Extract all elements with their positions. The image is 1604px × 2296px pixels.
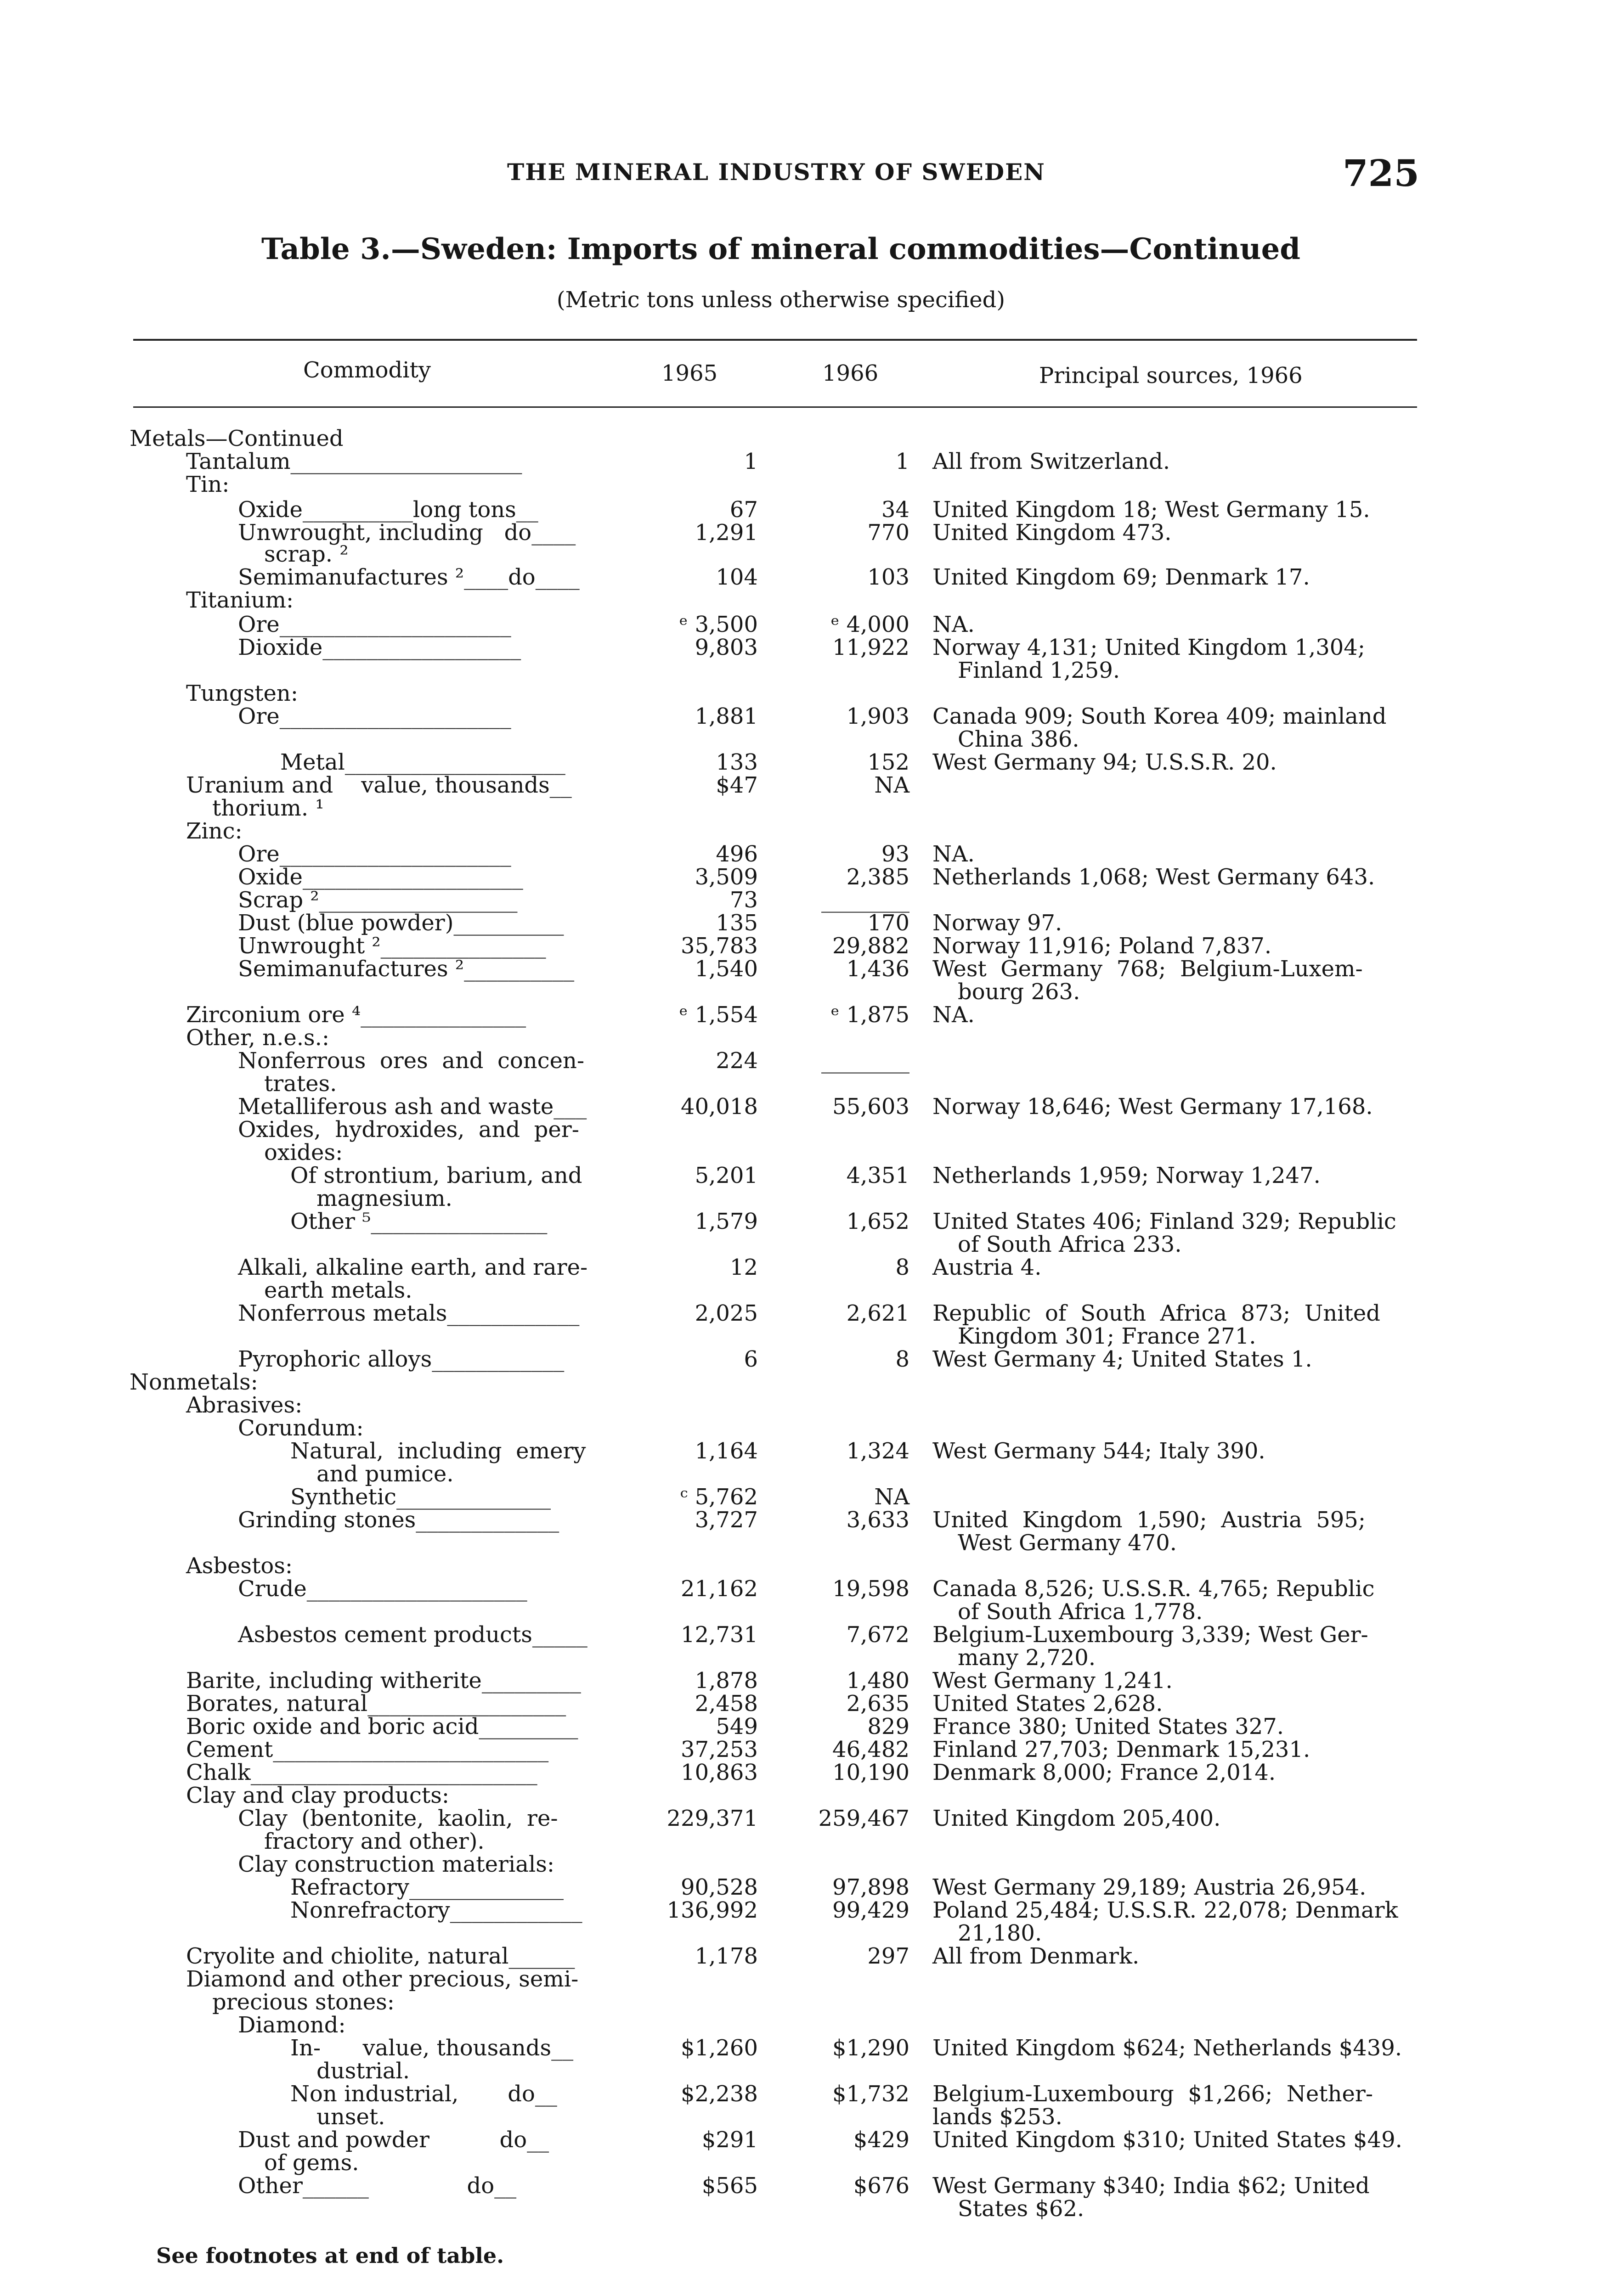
- value-1966: 11,922: [832, 635, 909, 660]
- principal-sources: United Kingdom $310; United States $49.: [932, 2127, 1402, 2153]
- table-row: [0, 751, 1604, 775]
- commodity-label: Natural, including emery: [290, 1438, 586, 1464]
- table-row: [0, 1508, 1604, 1532]
- principal-sources: Austria 4.: [932, 1255, 1042, 1280]
- principal-sources: States $62.: [958, 2196, 1084, 2222]
- table-row: [0, 473, 1604, 497]
- table-row: [0, 1417, 1604, 1441]
- top-rule: [133, 339, 1417, 341]
- value-1965: 12,731: [681, 1622, 758, 1648]
- table-row: [0, 889, 1604, 912]
- commodity-label: Oxide__________long tons__: [238, 497, 538, 523]
- commodity-label: of gems.: [264, 2150, 359, 2176]
- table-row: [0, 566, 1604, 590]
- value-1965: 1,878: [695, 1668, 758, 1694]
- commodity-label: Chalk__________________________: [186, 1760, 537, 1785]
- value-1965: 5,201: [695, 1163, 758, 1188]
- value-1966: 259,467: [818, 1806, 909, 1831]
- principal-sources: Denmark 8,000; France 2,014.: [932, 1760, 1276, 1785]
- commodity-label: and pumice.: [316, 1461, 454, 1487]
- commodity-label: Abrasives:: [186, 1392, 303, 1418]
- table-row: [0, 843, 1604, 867]
- principal-sources: Kingdom 301; France 271.: [958, 1323, 1256, 1349]
- table-row: [0, 1600, 1604, 1624]
- commodity-label: Dust (blue powder)__________: [238, 910, 564, 936]
- value-1966: ᵉ 4,000: [830, 612, 909, 637]
- principal-sources: United States 406; Finland 329; Republic: [932, 1209, 1396, 1234]
- value-1966: 97,898: [832, 1874, 909, 1900]
- principal-sources: France 380; United States 327.: [932, 1714, 1284, 1739]
- table-row: [0, 1394, 1604, 1418]
- value-1965: 136,992: [666, 1897, 758, 1923]
- principal-sources: lands $253.: [932, 2104, 1062, 2130]
- principal-sources: bourg 263.: [958, 979, 1080, 1005]
- table-row: [0, 2151, 1604, 2175]
- commodity-label: Cement_________________________: [186, 1737, 549, 1762]
- table-row: [0, 1991, 1604, 2015]
- value-1965: ᵉ 1,554: [679, 1002, 758, 1028]
- table-row: [0, 2174, 1604, 2198]
- table-row: [0, 1187, 1604, 1211]
- principal-sources: many 2,720.: [958, 1645, 1096, 1671]
- value-1965: 73: [729, 887, 758, 913]
- principal-sources: Canada 8,526; U.S.S.R. 4,765; Republic: [932, 1576, 1375, 1602]
- table-row: [0, 2128, 1604, 2152]
- value-1966: NA: [874, 1484, 909, 1510]
- commodity-label: Zinc:: [186, 818, 243, 844]
- principal-sources: NA.: [932, 612, 975, 637]
- table-row: [0, 1072, 1604, 1096]
- table-row: [0, 659, 1604, 683]
- commodity-label: Diamond:: [238, 2012, 346, 2038]
- value-1965: $2,238: [681, 2081, 758, 2107]
- table-row: [0, 1463, 1604, 1486]
- commodity-label: Titanium:: [186, 587, 294, 613]
- commodity-label: Alkali, alkaline earth, and rare-: [238, 1255, 588, 1280]
- running-title: THE MINERAL INDUSTRY OF SWEDEN: [507, 158, 1045, 186]
- table-row: [0, 1945, 1604, 1969]
- table-row: [0, 450, 1604, 474]
- table-row: [0, 2197, 1604, 2221]
- principal-sources: Belgium-Luxembourg $1,266; Nether-: [932, 2081, 1373, 2107]
- principal-sources: United Kingdom 1,590; Austria 595;: [932, 1507, 1366, 1533]
- commodity-label: thorium. ¹: [212, 795, 324, 821]
- header-rule: [133, 406, 1417, 408]
- table-row: [0, 1325, 1604, 1349]
- value-1966: 152: [867, 749, 909, 775]
- table-row: [0, 1531, 1604, 1555]
- principal-sources: Finland 27,703; Denmark 15,231.: [932, 1737, 1310, 1762]
- commodity-label: trates.: [264, 1071, 337, 1097]
- table-row: [0, 1302, 1604, 1326]
- principal-sources: West Germany 4; United States 1.: [932, 1346, 1312, 1372]
- value-1966: 93: [881, 841, 909, 867]
- commodity-label: Other, n.e.s.:: [186, 1025, 330, 1051]
- table-row: [0, 912, 1604, 935]
- commodity-label: Tantalum_____________________: [186, 449, 522, 474]
- table-row: [0, 2105, 1604, 2129]
- value-1965: 135: [716, 910, 758, 936]
- commodity-label: earth metals.: [264, 1277, 412, 1303]
- table-row: [0, 2060, 1604, 2083]
- commodity-label: Asbestos cement products_____: [238, 1622, 587, 1648]
- commodity-label: Oxide____________________: [238, 864, 523, 890]
- column-header-1966: 1966: [822, 360, 879, 386]
- table-row: [0, 957, 1604, 981]
- commodity-label: Tungsten:: [186, 681, 298, 706]
- table-row: [0, 1210, 1604, 1234]
- table-row: [0, 1279, 1604, 1303]
- commodity-label: Nonmetals:: [130, 1369, 258, 1395]
- commodity-label: Metal____________________: [280, 749, 565, 775]
- value-1965: 1,164: [695, 1438, 758, 1464]
- table-row: [0, 866, 1604, 889]
- table-row: [0, 728, 1604, 752]
- table-row: [0, 1807, 1604, 1831]
- value-1966: 46,482: [832, 1737, 909, 1762]
- table-row: [0, 1738, 1604, 1762]
- principal-sources: Netherlands 1,959; Norway 1,247.: [932, 1163, 1321, 1188]
- value-1966: 103: [867, 564, 909, 590]
- table-row: [0, 1692, 1604, 1716]
- table-row: [0, 1141, 1604, 1165]
- principal-sources: West Germany 94; U.S.S.R. 20.: [932, 749, 1277, 775]
- value-1966: $429: [853, 2127, 909, 2153]
- value-1966: ᵉ 1,875: [830, 1002, 909, 1028]
- principal-sources: NA.: [932, 1002, 975, 1028]
- value-1965: 104: [716, 564, 758, 590]
- value-1966: 2,635: [846, 1691, 909, 1716]
- commodity-label: Grinding stones_____________: [238, 1507, 559, 1533]
- value-1965: ᵉ 3,500: [679, 612, 758, 637]
- commodity-label: Dust and powder do__: [238, 2127, 549, 2153]
- value-1965: 10,863: [681, 1760, 758, 1785]
- principal-sources: United Kingdom 205,400.: [932, 1806, 1221, 1831]
- value-1966: 297: [867, 1943, 909, 1969]
- value-1965: 90,528: [681, 1874, 758, 1900]
- principal-sources: Canada 909; South Korea 409; mainland: [932, 703, 1387, 729]
- commodity-label: scrap. ²: [264, 541, 349, 567]
- table-row: [0, 682, 1604, 706]
- footnote-note: See footnotes at end of table.: [156, 2243, 504, 2268]
- commodity-label: Unwrought, including do____: [238, 520, 576, 546]
- table-row: [0, 427, 1604, 451]
- table-row: [0, 498, 1604, 522]
- column-header-commodity: Commodity: [303, 357, 431, 383]
- commodity-label: Pyrophoric alloys____________: [238, 1346, 565, 1372]
- table-row: [0, 1486, 1604, 1509]
- principal-sources: NA.: [932, 841, 975, 867]
- commodity-label: Cryolite and chiolite, natural______: [186, 1943, 575, 1969]
- commodity-label: Tin:: [186, 472, 230, 497]
- principal-sources: United States 2,628.: [932, 1691, 1163, 1716]
- value-1965: 21,162: [681, 1576, 758, 1602]
- value-1966: 99,429: [832, 1897, 909, 1923]
- principal-sources: West Germany $340; India $62; United: [932, 2173, 1370, 2199]
- principal-sources: Norway 18,646; West Germany 17,168.: [932, 1094, 1373, 1120]
- principal-sources: China 386.: [958, 726, 1079, 752]
- table-row: [0, 2014, 1604, 2037]
- commodity-label: fractory and other).: [264, 1829, 485, 1854]
- table-row: [0, 934, 1604, 958]
- value-1966: ________: [821, 887, 909, 913]
- value-1966: 1,324: [846, 1438, 909, 1464]
- value-1966: 1: [895, 449, 909, 474]
- value-1966: 55,603: [832, 1094, 909, 1120]
- value-1966: $1,290: [832, 2035, 909, 2061]
- commodity-label: Ore_____________________: [238, 612, 511, 637]
- commodity-label: Corundum:: [238, 1415, 364, 1441]
- value-1965: $565: [701, 2173, 758, 2199]
- principal-sources: 21,180.: [958, 1920, 1042, 1946]
- principal-sources: United Kingdom 18; West Germany 15.: [932, 497, 1370, 523]
- value-1966: ________: [821, 1048, 909, 1074]
- value-1965: 549: [716, 1714, 758, 1739]
- table-row: [0, 1646, 1604, 1670]
- value-1965: 2,025: [695, 1300, 758, 1326]
- commodity-label: Dioxide__________________: [238, 635, 521, 660]
- value-1965: 229,371: [666, 1806, 758, 1831]
- table-row: [0, 1371, 1604, 1395]
- commodity-label: Semimanufactures ²____do____: [238, 564, 580, 590]
- commodity-label: Clay construction materials:: [238, 1851, 555, 1877]
- commodity-label: Nonrefractory____________: [290, 1897, 582, 1923]
- value-1965: $1,260: [681, 2035, 758, 2061]
- table-row: [0, 1715, 1604, 1739]
- value-1965: 6: [744, 1346, 758, 1372]
- principal-sources: All from Switzerland.: [932, 449, 1170, 474]
- table-row: [0, 1003, 1604, 1027]
- principal-sources: United Kingdom 69; Denmark 17.: [932, 564, 1310, 590]
- table-row: [0, 521, 1604, 545]
- table-row: [0, 1922, 1604, 1946]
- commodity-label: Borates, natural__________________: [186, 1691, 566, 1716]
- value-1965: 133: [716, 749, 758, 775]
- commodity-label: magnesium.: [316, 1186, 452, 1211]
- value-1966: 2,621: [846, 1300, 909, 1326]
- table-row: [0, 1784, 1604, 1808]
- value-1966: 1,436: [846, 956, 909, 982]
- table-row: [0, 797, 1604, 821]
- value-1966: 1,652: [846, 1209, 909, 1234]
- table-row: [0, 1095, 1604, 1119]
- value-1965: 12: [729, 1255, 758, 1280]
- principal-sources: Norway 4,131; United Kingdom 1,304;: [932, 635, 1365, 660]
- principal-sources: of South Africa 1,778.: [958, 1599, 1203, 1625]
- value-1966: 8: [895, 1255, 909, 1280]
- value-1966: 4,351: [846, 1163, 909, 1188]
- value-1965: 40,018: [681, 1094, 758, 1120]
- commodity-label: Clay and clay products:: [186, 1783, 449, 1808]
- table-row: [0, 636, 1604, 660]
- table-row: [0, 543, 1604, 567]
- value-1965: 3,509: [695, 864, 758, 890]
- principal-sources: All from Denmark.: [932, 1943, 1140, 1969]
- value-1965: 37,253: [681, 1737, 758, 1762]
- commodity-label: Asbestos:: [186, 1553, 293, 1579]
- commodity-label: oxides:: [264, 1140, 343, 1165]
- principal-sources: West Germany 544; Italy 390.: [932, 1438, 1265, 1464]
- table-row: [0, 1761, 1604, 1785]
- value-1966: 10,190: [832, 1760, 909, 1785]
- table-row: [0, 589, 1604, 613]
- table-row: [0, 1830, 1604, 1854]
- table-row: [0, 1853, 1604, 1877]
- commodity-label: Barite, including witherite_________: [186, 1668, 581, 1694]
- value-1965: $291: [701, 2127, 758, 2153]
- commodity-label: Other______ do__: [238, 2173, 517, 2199]
- value-1966: NA: [874, 772, 909, 798]
- table-row: [0, 1049, 1604, 1073]
- table-row: [0, 774, 1604, 798]
- principal-sources: of South Africa 233.: [958, 1232, 1182, 1257]
- value-1965: 496: [716, 841, 758, 867]
- table-row: [0, 1623, 1604, 1647]
- value-1966: 7,672: [846, 1622, 909, 1648]
- principal-sources: United Kingdom $624; Netherlands $439.: [932, 2035, 1402, 2061]
- principal-sources: West Germany 1,241.: [932, 1668, 1173, 1694]
- value-1966: $1,732: [832, 2081, 909, 2107]
- commodity-label: Semimanufactures ²__________: [238, 956, 575, 982]
- table-row: [0, 1348, 1604, 1372]
- table-row: [0, 1164, 1604, 1188]
- value-1965: 35,783: [681, 933, 758, 959]
- commodity-label: Ore_____________________: [238, 841, 511, 867]
- commodity-label: Nonferrous ores and concen-: [238, 1048, 585, 1074]
- table-row: [0, 1118, 1604, 1142]
- principal-sources: Norway 97.: [932, 910, 1062, 936]
- commodity-label: Oxides, hydroxides, and per-: [238, 1117, 579, 1142]
- value-1966: 1,903: [846, 703, 909, 729]
- table-row: [0, 1876, 1604, 1900]
- principal-sources: West Germany 768; Belgium-Luxem-: [932, 956, 1363, 982]
- commodity-label: Unwrought ²_______________: [238, 933, 546, 959]
- column-header-sources: Principal sources, 1966: [1039, 363, 1303, 388]
- principal-sources: United Kingdom 473.: [932, 520, 1172, 546]
- value-1966: 29,882: [832, 933, 909, 959]
- value-1966: 34: [881, 497, 909, 523]
- table-row: [0, 1256, 1604, 1280]
- value-1965: $47: [716, 772, 758, 798]
- commodity-label: Nonferrous metals____________: [238, 1300, 580, 1326]
- table-row: [0, 1233, 1604, 1257]
- commodity-label: In- value, thousands__: [290, 2035, 574, 2061]
- table-row: [0, 1577, 1604, 1601]
- table-row: [0, 820, 1604, 844]
- value-1965: 1,291: [695, 520, 758, 546]
- commodity-label: Refractory______________: [290, 1874, 564, 1900]
- commodity-label: dustrial.: [316, 2058, 410, 2084]
- commodity-label: Of strontium, barium, and: [290, 1163, 582, 1188]
- commodity-label: Synthetic______________: [290, 1484, 551, 1510]
- value-1966: $676: [853, 2173, 909, 2199]
- table-row: [0, 980, 1604, 1004]
- table-row: [0, 1440, 1604, 1463]
- value-1965: 1,881: [695, 703, 758, 729]
- page-number: 725: [1343, 152, 1419, 195]
- commodity-label: Scrap ²__________________: [238, 887, 518, 913]
- value-1965: 1: [744, 449, 758, 474]
- value-1965: ᶜ 5,762: [680, 1484, 758, 1510]
- principal-sources: Norway 11,916; Poland 7,837.: [932, 933, 1272, 959]
- commodity-label: Crude____________________: [238, 1576, 527, 1602]
- table-row: [0, 1554, 1604, 1578]
- value-1966: 829: [867, 1714, 909, 1739]
- principal-sources: Netherlands 1,068; West Germany 643.: [932, 864, 1375, 890]
- value-1965: 67: [729, 497, 758, 523]
- table-row: [0, 2082, 1604, 2106]
- table-row: [0, 1968, 1604, 1992]
- value-1966: 19,598: [832, 1576, 909, 1602]
- commodity-label: Clay (bentonite, kaolin, re-: [238, 1806, 558, 1831]
- value-1965: 1,579: [695, 1209, 758, 1234]
- principal-sources: Poland 25,484; U.S.S.R. 22,078; Denmark: [932, 1897, 1398, 1923]
- value-1966: 2,385: [846, 864, 909, 890]
- principal-sources: Belgium-Luxembourg 3,339; West Ger-: [932, 1622, 1368, 1648]
- value-1965: 1,540: [695, 956, 758, 982]
- commodity-label: precious stones:: [212, 1989, 395, 2015]
- table-row: [0, 1899, 1604, 1923]
- value-1966: 770: [867, 520, 909, 546]
- value-1966: 3,633: [846, 1507, 909, 1533]
- principal-sources: Finland 1,259.: [958, 658, 1120, 683]
- commodity-label: Non industrial, do__: [290, 2081, 557, 2107]
- principal-sources: Republic of South Africa 873; United: [932, 1300, 1380, 1326]
- commodity-label: Metals—Continued: [130, 426, 344, 451]
- value-1966: 1,480: [846, 1668, 909, 1694]
- value-1966: 8: [895, 1346, 909, 1372]
- table-row: [0, 1669, 1604, 1693]
- principal-sources: West Germany 470.: [958, 1530, 1177, 1556]
- value-1965: 3,727: [695, 1507, 758, 1533]
- value-1965: 1,178: [695, 1943, 758, 1969]
- commodity-label: Boric oxide and boric acid_________: [186, 1714, 578, 1739]
- table-row: [0, 1026, 1604, 1050]
- value-1965: 9,803: [695, 635, 758, 660]
- column-header-1965: 1965: [661, 360, 718, 386]
- table-row: [0, 705, 1604, 729]
- value-1965: 2,458: [695, 1691, 758, 1716]
- commodity-label: Metalliferous ash and waste___: [238, 1094, 587, 1120]
- table-row: [0, 613, 1604, 637]
- commodity-label: Ore_____________________: [238, 703, 511, 729]
- value-1965: 224: [716, 1048, 758, 1074]
- commodity-label: Uranium and value, thousands__: [186, 772, 572, 798]
- table-subtitle: (Metric tons unless otherwise specified): [556, 287, 1005, 313]
- commodity-label: unset.: [316, 2104, 385, 2130]
- value-1966: 170: [867, 910, 909, 936]
- principal-sources: West Germany 29,189; Austria 26,954.: [932, 1874, 1367, 1900]
- commodity-label: Zirconium ore ⁴_______________: [186, 1002, 526, 1028]
- table-title: Table 3.—Sweden: Imports of mineral commodities—Continued: [261, 232, 1301, 266]
- commodity-label: Diamond and other precious, semi-: [186, 1966, 579, 1992]
- commodity-label: Other ⁵________________: [290, 1209, 548, 1234]
- table-row: [0, 2037, 1604, 2060]
